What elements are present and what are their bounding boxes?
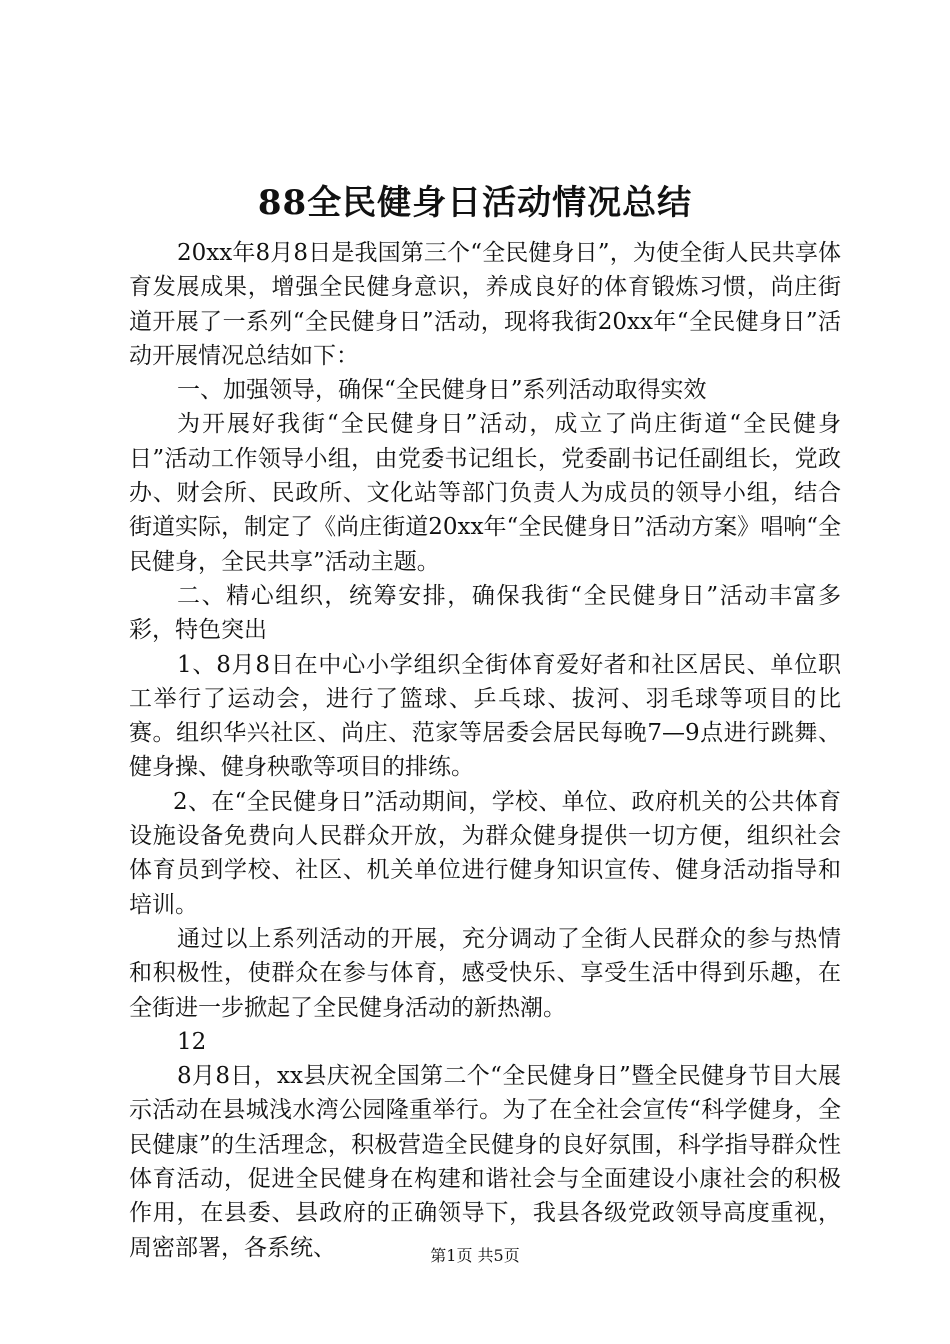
paragraph-summary: 通过以上系列活动的开展，充分调动了全街人民群众的参与热情和积极性，使群众在参与体育，感受快乐、享受生活中得到乐趣，在全街进一步掀起了全民健身活动的新热潮。 — [129, 925, 841, 1021]
document-title: 88全民健身日活动情况总结 — [257, 183, 693, 223]
paragraph-item-2: 2、在“全民健身日”活动期间，学校、单位、政府机关的公共体育设施设备免费向人民群众开放，为群众健身提供一切方便，组织社会体育员到学校、社区、机关单位进行健身知识宣传、健身活动指导和培训。 — [129, 788, 841, 918]
paragraph-intro: 20xx年8月8日是我国第三个“全民健身日”，为使全街人民共享体育发展成果，增强全民健身意识，养成良好的体育锻炼习惯，尚庄街道开展了一系列“全民健身日”活动，现将我街20xx年“全民健身日”活动开展情况总结如下： — [129, 240, 841, 369]
paragraph-number: 12 — [177, 1028, 207, 1055]
page-footer: 第1页 共5页 — [430, 1246, 520, 1265]
paragraph-leadership: 为开展好我街“全民健身日”活动，成立了尚庄街道“全民健身日”活动工作领导小组，由党委书记组长，党委副书记任副组长，党政办、财会所、民政所、文化站等部门负责人为成员的领导小组，结合街道实际，制定了《尚庄街道20xx年“全民健身日”活动方案》唱响“全民健身，全民共享”活动主题。 — [129, 411, 841, 575]
paragraph-item-1: 1、8月8日在中心小学组织全街体育爱好者和社区居民、单位职工举行了运动会，进行了篮球、乒乓球、拔河、羽毛球等项目的比赛。组织华兴社区、尚庄、范家等居委会居民每晚7—9点进行跳舞、健身操、健身秧歌等项目的排练。 — [129, 651, 841, 781]
paragraph-county-event: 8月8日，xx县庆祝全国第二个“全民健身日”暨全民健身节目大展示活动在县城浅水湾公园隆重举行。为了在全社会宣传“科学健身，全民健康”的生活理念，积极营造全民健身的良好氛围，科学指导群众性体育活动，促进全民健身在构建和谐社会与全面建设小康社会的积极作用，在县委、县政府的正确领导下，我县各级党政领导高度重视，周密部署，各系统、 — [129, 1063, 841, 1261]
section-heading-2: 二、精心组织，统筹安排，确保我街“全民健身日”活动丰富多彩，特色突出 — [129, 582, 841, 644]
section-heading-1: 一、加强领导，确保“全民健身日”系列活动取得实效 — [177, 377, 707, 404]
document-body — [129, 236, 841, 1265]
